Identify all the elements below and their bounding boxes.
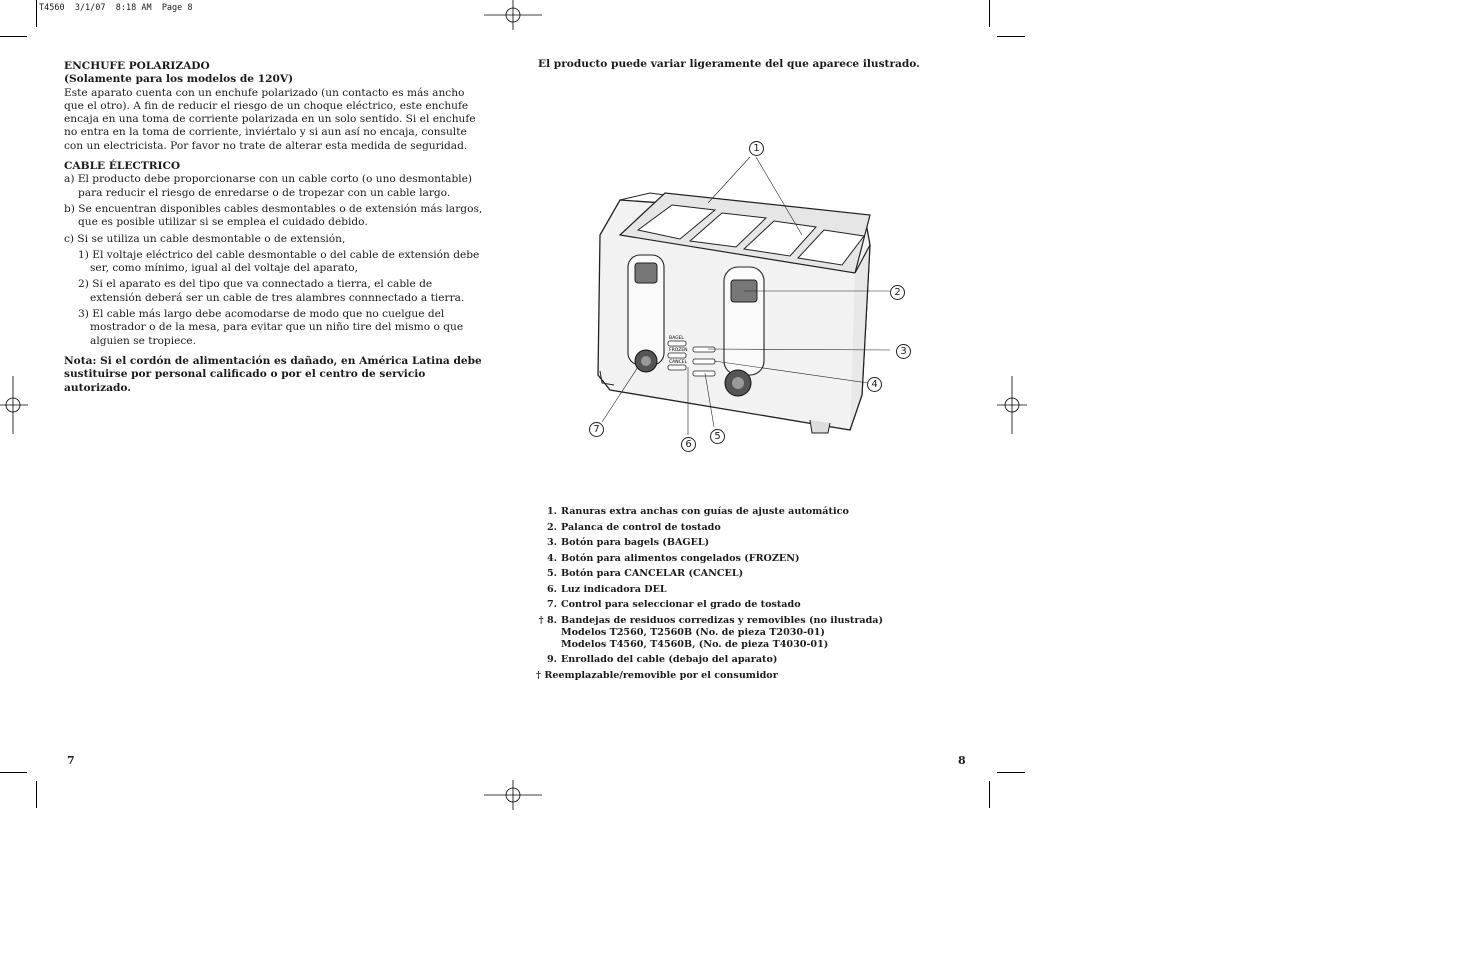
callout-1: 1: [749, 141, 764, 156]
part-text: Control para seleccionar el grado de tostado: [561, 599, 801, 610]
section-title-polarized-plug: ENCHUFE POLARIZADO: [64, 60, 210, 72]
part-number: [536, 639, 561, 651]
list-item: [536, 506, 936, 518]
cancel-label: CANCEL: [669, 360, 688, 365]
part-number: 1.: [546, 506, 557, 517]
registration-mark-bottom: [484, 780, 542, 810]
crop-mark: [997, 772, 1025, 773]
sub-list-item: 1) El voltaje eléctrico del cable desmontable o del cable de extensión debe ser, como mínimo, igual al del voltaje del aparato,: [78, 248, 480, 275]
callout-4: 4: [867, 377, 882, 392]
illustration-caption: El producto puede variar ligeramente del que aparece ilustrado.: [538, 58, 920, 70]
part-text: Botón para alimentos congelados (FROZEN): [561, 552, 800, 564]
part-number: [536, 627, 561, 639]
callout-2: 2: [890, 285, 905, 300]
part-number: † 8.: [538, 614, 557, 626]
list-item: [536, 584, 936, 596]
footnote: [536, 670, 936, 682]
part-number: 7.: [546, 599, 557, 610]
toaster-illustration: [580, 135, 910, 455]
list-item: [536, 639, 936, 651]
section-body: Este aparato cuenta con un enchufe polarizado (un contacto es más ancho que el otro). A fin de reducir el riesgo de un choque eléctrico, este enchufe encaja en una toma de corriente polarizada en un solo sentido. Si el enchufe no entra en la toma de corriente, inviértalo y si aun así no encaja, consulte con un electricista. Por favor no trate de alterar esta medida de seguridad.: [64, 86, 476, 152]
crop-mark: [997, 36, 1025, 37]
part-text: Botón para bagels (BAGEL): [561, 537, 710, 548]
part-number: 2.: [546, 521, 557, 533]
note: Nota: Si el cordón de alimentación es dañado, en América Latina debe sustituirse por personal calificado o por el centro de servicio autorizado.: [64, 354, 482, 394]
list-item: a) El producto debe proporcionarse con un cable corto (o uno desmontable) para reducir el riesgo de enredarse o de tropezar con un cable largo.: [64, 173, 473, 199]
crop-mark: [0, 36, 27, 37]
list-item: [536, 568, 936, 580]
print-slug: T4560 3/1/07 8:18 AM Page 8: [39, 3, 193, 13]
part-text: Botón para CANCELAR (CANCEL): [561, 568, 744, 579]
list-item: [536, 615, 936, 627]
crop-mark: [0, 772, 27, 773]
sub-list-item: 2) Si el aparato es del tipo que va connectado a tierra, el cable de extensión deberá ser un cable de tres alambres connnectado a tierra.: [78, 278, 465, 304]
list-item: [536, 654, 936, 666]
registration-mark-right: [997, 376, 1027, 434]
list-item: [536, 599, 936, 611]
section-title-cord: CABLE ÉLECTRICO: [64, 160, 181, 173]
callout-3: 3: [896, 344, 911, 359]
page-number-right: 8: [958, 754, 966, 767]
left-page-content: [64, 60, 484, 395]
list-item: [536, 553, 936, 565]
list-item: [536, 522, 936, 534]
crop-mark: [36, 0, 37, 27]
footnote-text: † Reemplazable/removible por el consumidor: [536, 669, 778, 681]
frozen-label: FROZEN: [669, 348, 688, 353]
part-number: 6.: [546, 583, 557, 595]
list-item: [536, 627, 936, 639]
callout-5: 5: [710, 429, 725, 444]
registration-mark-top: [484, 0, 542, 30]
part-text: Palanca de control de tostado: [561, 521, 721, 533]
part-text: Ranuras extra anchas con guías de ajuste automático: [561, 506, 849, 517]
list-item: [536, 537, 936, 549]
part-number: 5.: [546, 568, 557, 579]
list-item: b) Se encuentran disponibles cables desmontables o de extensión más largos, que es posible utilizar si se emplea el cuidado debido.: [64, 202, 483, 229]
part-text: Bandejas de residuos corredizas y removibles (no ilustrada): [561, 614, 884, 626]
registration-mark-left: [0, 376, 28, 434]
part-text: Modelos T2560, T2560B (No. de pieza T2030-01): [561, 626, 825, 638]
part-text: Enrollado del cable (debajo del aparato): [561, 654, 778, 665]
sub-list-item: 3) El cable más largo debe acomodarse de modo que no cuelgue del mostrador o de la mesa, para evitar que un niño tire del mismo o que alguien se tropiece.: [78, 308, 464, 347]
part-text: Luz indicadora DEL: [561, 583, 667, 595]
part-number: 4.: [546, 552, 557, 564]
crop-mark: [989, 781, 990, 808]
part-text: Modelos T4560, T4560B, (No. de pieza T4030-01): [561, 638, 829, 650]
section-subtitle: (Solamente para los modelos de 120V): [64, 73, 294, 86]
page-number-left: 7: [67, 754, 75, 767]
part-number: 3.: [546, 537, 557, 548]
crop-mark: [989, 0, 990, 27]
list-item: c) Si se utiliza un cable desmontable o de extensión,: [64, 232, 346, 245]
parts-list: [536, 506, 936, 685]
bagel-label: BAGEL: [669, 336, 684, 341]
callout-7: 7: [589, 422, 604, 437]
crop-mark: [36, 781, 37, 808]
part-number: 9.: [546, 654, 557, 665]
callout-6: 6: [681, 437, 696, 452]
